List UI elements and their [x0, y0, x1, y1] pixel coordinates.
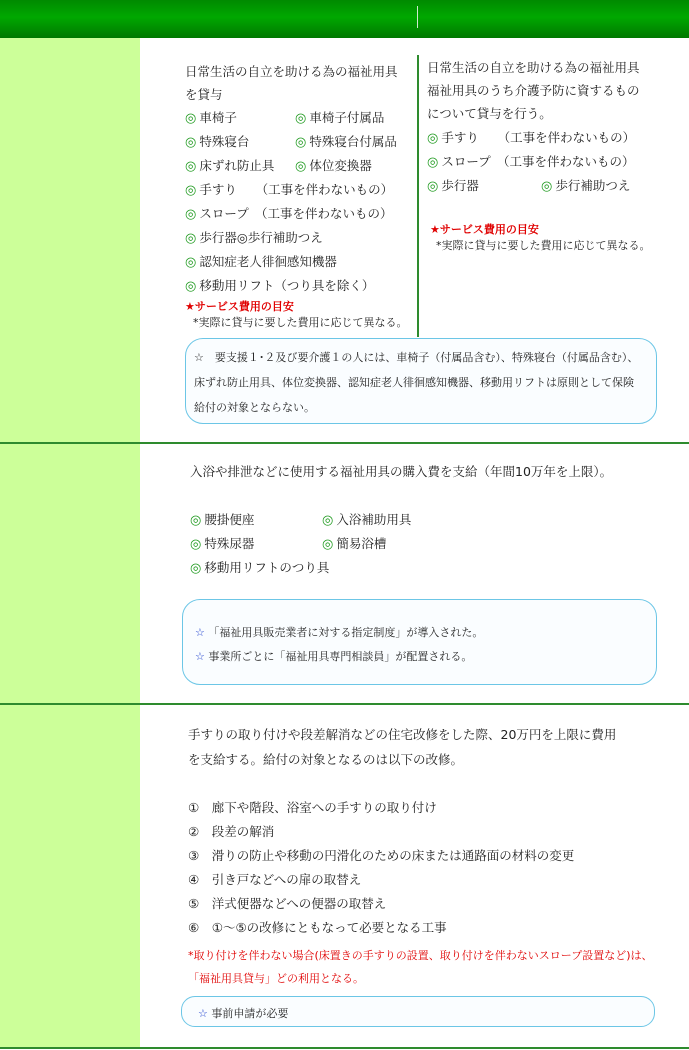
star-icon: ☆ — [195, 650, 205, 663]
list-item: ◎ 特殊尿器 — [190, 536, 255, 552]
bullet-icon: ◎ — [295, 111, 307, 126]
list-item: ◎ スロープ （工事を伴わないもの） — [185, 206, 393, 222]
list-item: ⑤ 洋式便器などへの便器の取替え — [188, 896, 387, 911]
sidebar-cell-3 — [0, 705, 140, 1048]
bullet-icon: ◎ — [185, 279, 197, 294]
note-bubble-2 — [182, 599, 657, 685]
list-item: ◎ 歩行器 — [427, 178, 479, 194]
list-item: ◎ 手すり （工事を伴わないもの） — [427, 130, 636, 146]
right-cost-note: *実際に貸与に要した費用に応じて異なる。 — [436, 239, 651, 252]
section3-note-2: 「福祉用具貸与」どの利用となる。 — [188, 972, 364, 985]
list-item: ◎ 車椅子付属品 — [295, 110, 385, 126]
list-item: ◎ 移動用リフト（つり具を除く） — [185, 278, 375, 294]
bullet-icon: ◎ — [185, 159, 197, 174]
list-item: ◎ 腰掛便座 — [190, 512, 255, 528]
bullet-icon: ◎ — [295, 135, 307, 150]
bullet-icon: ◎ — [190, 561, 202, 576]
list-item: ③ 滑りの防止や移動の円滑化のための床または通路面の材料の変更 — [188, 848, 575, 863]
list-item: ◎ 歩行補助つえ — [541, 178, 631, 194]
bubble-line: ☆ 事前申請が必要 — [198, 1007, 289, 1020]
bullet-icon: ◎ — [185, 111, 197, 126]
bullet-icon: ◎ — [541, 179, 553, 194]
header-bar — [0, 0, 689, 38]
section3-intro-2: を支給する。給付の対象となるのは以下の改修。 — [188, 752, 464, 767]
bubble-line: 床ずれ防止用具、体位変換器、認知症老人徘徊感知機器、移動用リフトは原則として保険 — [194, 376, 634, 389]
bubble-line: ☆ 事業所ごとに「福祉用具専門相談員」が配置される。 — [195, 650, 473, 663]
bullet-icon: ◎ — [427, 131, 439, 146]
bullet-icon: ◎ — [185, 231, 197, 246]
list-item: ◎ 認知症老人徘徊感知機器 — [185, 254, 337, 270]
bullet-icon: ◎ — [185, 183, 197, 198]
bullet-icon: ◎ — [190, 537, 202, 552]
section3-note-1: *取り付けを伴わない場合(床置きの手すりの設置、取り付けを伴わないスロープ設置など)は、 — [188, 949, 653, 962]
right-cost-title: ★サービス費用の目安 — [430, 223, 539, 236]
bullet-icon: ◎ — [185, 207, 197, 222]
list-item: ◎ 移動用リフトのつり具 — [190, 560, 330, 576]
left-intro-2: を貸与 — [185, 87, 223, 102]
list-item: ◎ 特殊寝台付属品 — [295, 134, 397, 150]
section2-intro: 入浴や排泄などに使用する福祉用具の購入費を支給（年間10万年を上限）。 — [190, 464, 613, 479]
bubble-line: 給付の対象とならない。 — [194, 401, 315, 414]
bubble-line: ☆ 要支援１･２及び要介護１の人には、車椅子（付属品含む）、特殊寝台（付属品含む）、 — [194, 351, 639, 364]
star-icon: ☆ — [198, 1007, 208, 1020]
list-item: ◎ スロープ （工事を伴わないもの） — [427, 154, 635, 170]
list-item: ◎ 手すり （工事を伴わないもの） — [185, 182, 394, 198]
list-item: ② 段差の解消 — [188, 824, 275, 839]
list-item: ④ 引き戸などへの扉の取替え — [188, 872, 362, 887]
bullet-icon: ◎ — [322, 513, 334, 528]
bullet-icon: ◎ — [190, 513, 202, 528]
section3-intro-1: 手すりの取り付けや段差解消などの住宅改修をした際、20万円を上限に費用 — [188, 727, 617, 742]
list-item: ◎ 入浴補助用具 — [322, 512, 412, 528]
list-item: ① 廊下や階段、浴室への手すりの取り付け — [188, 800, 437, 815]
divider-3 — [0, 1047, 689, 1049]
header-divider — [417, 6, 418, 28]
left-intro-1: 日常生活の自立を助ける為の福祉用具 — [185, 64, 398, 79]
bullet-icon: ◎ — [185, 255, 197, 270]
column-divider — [417, 55, 419, 337]
note-bubble-1 — [185, 338, 657, 424]
list-item: ◎ 床ずれ防止具 — [185, 158, 275, 174]
divider-2 — [0, 703, 689, 705]
sidebar-cell-2 — [0, 444, 140, 703]
list-item: ⑥ ①〜⑤の改修にともなって必要となる工事 — [188, 920, 447, 935]
list-item: ◎ 車椅子 — [185, 110, 237, 126]
list-item: ◎ 簡易浴槽 — [322, 536, 387, 552]
list-item: ◎ 特殊寝台 — [185, 134, 250, 150]
bubble-line: ☆ 「福祉用具販売業者に対する指定制度」が導入された。 — [195, 626, 484, 639]
cost-note: *実際に貸与に要した費用に応じて異なる。 — [193, 316, 408, 329]
star-icon: ☆ — [195, 626, 205, 639]
note-bubble-3 — [181, 996, 655, 1027]
right-intro-2: 福祉用具のうち介護予防に資するもの — [427, 83, 640, 98]
right-intro-1: 日常生活の自立を助ける為の福祉用具 — [427, 60, 640, 75]
bullet-icon: ◎ — [295, 159, 307, 174]
list-item: ◎ 体位変換器 — [295, 158, 372, 174]
sidebar-cell-1 — [0, 38, 140, 442]
bullet-icon: ◎ — [322, 537, 334, 552]
bullet-icon: ◎ — [427, 155, 439, 170]
bullet-icon: ◎ — [185, 135, 197, 150]
list-item: ◎ 歩行器◎歩行補助つえ — [185, 230, 323, 246]
cost-title: ★サービス費用の目安 — [185, 300, 294, 313]
bullet-icon: ◎ — [427, 179, 439, 194]
divider-1 — [0, 442, 689, 444]
right-intro-3: について貸与を行う。 — [427, 106, 552, 121]
